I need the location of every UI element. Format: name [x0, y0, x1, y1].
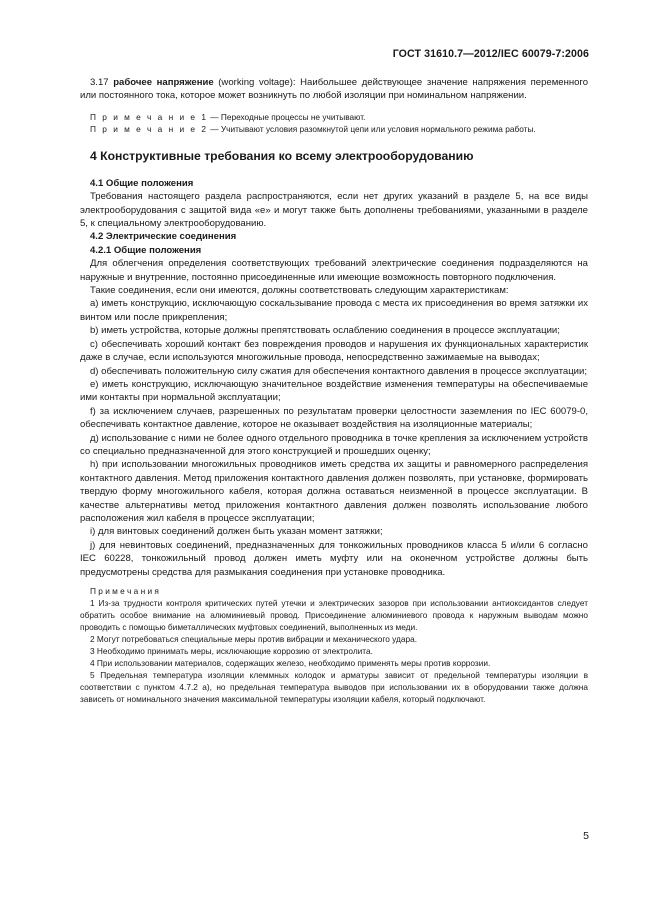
note-1-label: П р и м е ч а н и е 1 [90, 111, 208, 122]
note-1 [80, 111, 588, 123]
section-4-title: 4 Конструктивные требования ко всему электрооборудованию [90, 148, 474, 163]
list-item-h: h) при использовании многожильных проводников иметь средства их защиты и равномерного распределения контактного давления. Метод приложения контактного давления должен позволять, при установке, формировать твердую форму многожильного кабеля, которая должна оставаться неизменной в процессе эксплуатации. В качестве альтернативы метод приложения контактного давления должен позволять использование любого расположения жил кабеля в процессе эксплуатации; [80, 459, 588, 524]
notes-block [80, 585, 588, 705]
note-item-5: 5 Предельная температура изоляции клеммных колодок и арматуры зависит от предельной температуры изоляции в соответствии с пунктом 4.7.2 а), но предельная температура выводов при использовании их в оборудовании также должна зависеть от номинального значения максимальной температуры изоляции кабеля, который подключают. [80, 670, 588, 704]
notes-title: П р и м е ч а н и я [90, 586, 159, 596]
note-2-text: — Учитывают условия разомкнутой цепи или условия нормального режима работы. [207, 123, 536, 134]
section-4-2-1-para-1: Для облегчения определения соответствующих требований электрические соединения подразделяются на наружные и внутренние, постоянно присоединенные или имеющие возможность повторного подключения. [80, 258, 588, 283]
list-item-b: b) иметь устройства, которые должны препятствовать ослаблению соединения в процессе эксплуатации; [90, 325, 560, 337]
note-item-4: 4 При использовании материалов, содержащих железо, необходимо применять меры против коррозии. [90, 658, 491, 668]
section-4-2-1-para-2: Такие соединения, если они имеются, должны соответствовать следующим характеристикам: [90, 285, 509, 297]
note-1-text: — Переходные процессы не учитывают. [207, 111, 366, 122]
definition-number: 3.17 [90, 77, 109, 88]
list-item-e: e) иметь конструкцию, исключающую значительное воздействие изменения температуры на обеспечиваемые ими контакты при нормальной эксплуатации; [80, 378, 588, 404]
definition-3-17 [80, 76, 588, 103]
definition-term: рабочее напряжение [113, 77, 214, 88]
page-number: 5 [583, 830, 589, 842]
list-item-g: д) использование с ними не более одного отдельного проводника в точке крепления за исключением устройств со специально предназначенной для этого конструкцией и прошедших оценку; [80, 432, 588, 457]
section-4-2-1-title: 4.2.1 Общие положения [90, 244, 202, 256]
page-content [80, 76, 588, 705]
definition-text: (working voltage): Наибольшее действующее значение напряжения переменного или постоянного тока, которое может возникнуть по любой изоляции при номинальном напряжении. [80, 77, 589, 102]
note-2 [80, 123, 588, 135]
list-item-c: c) обеспечивать хороший контакт без повреждения проводов и нарушения их функциональных характеристик даже в случае, если используются многожильные провода, непосредственно зажимаемые на выводах; [80, 338, 588, 364]
note-item-1: 1 Из-за трудности контроля критических путей утечки и электрических зазоров при использовании антиоксидантов следует обратить особое внимание на алюминиевый провод. Присоединение алюминиевого провода к наружным выводам можно проводить с помощью биметаллических муфтовых соединений, выполненных из меди. [80, 598, 588, 632]
section-4-1-text: Требования настоящего раздела распространяются, если нет других указаний в разделе 5, на все виды электрооборудования с защитой вида «е» и могут также быть дополнены требованиями, указанными в разделе 5, к специальному электрооборудованию. [80, 191, 588, 230]
section-4-1-title: 4.1 Общие положения [90, 177, 194, 189]
list-item-d: d) обеспечивать положительную силу сжатия для обеспечения контактного давления в процессе эксплуатации; [90, 365, 587, 377]
list-item-f: f) за исключением случаев, разрешенных по результатам проверки целостности заземления по IEC 60079-0, обеспечивать контактное давление, которое не оказывает воздействия на изоляционные материалы; [80, 405, 588, 431]
note-2-label: П р и м е ч а н и е 2 [90, 123, 208, 134]
section-4-2-title: 4.2 Электрические соединения [90, 231, 237, 243]
note-item-3: 3 Необходимо принимать меры, исключающие коррозию от электролита. [90, 646, 373, 656]
list-item-j: j) для невинтовых соединений, предназначенных для тонкожильных проводников класса 5 и/или 6 согласно IEC 60228, тонкожильный провод должен иметь муфту или на оконечном устройстве должны быть предусмотрены средства для размыкания соединения при установке проводника. [80, 539, 588, 578]
list-item-i: i) для винтовых соединений должен быть указан момент затяжки; [90, 526, 383, 538]
list-item-a: а) иметь конструкцию, исключающую соскальзывание провода с места их присоединения во время затяжки их винтом или после прикрепления; [80, 298, 588, 323]
note-item-2: 2 Могут потребоваться специальные меры против вибрации и механического удара. [90, 634, 417, 644]
document-header: ГОСТ 31610.7—2012/IEC 60079-7:2006 [392, 48, 589, 60]
